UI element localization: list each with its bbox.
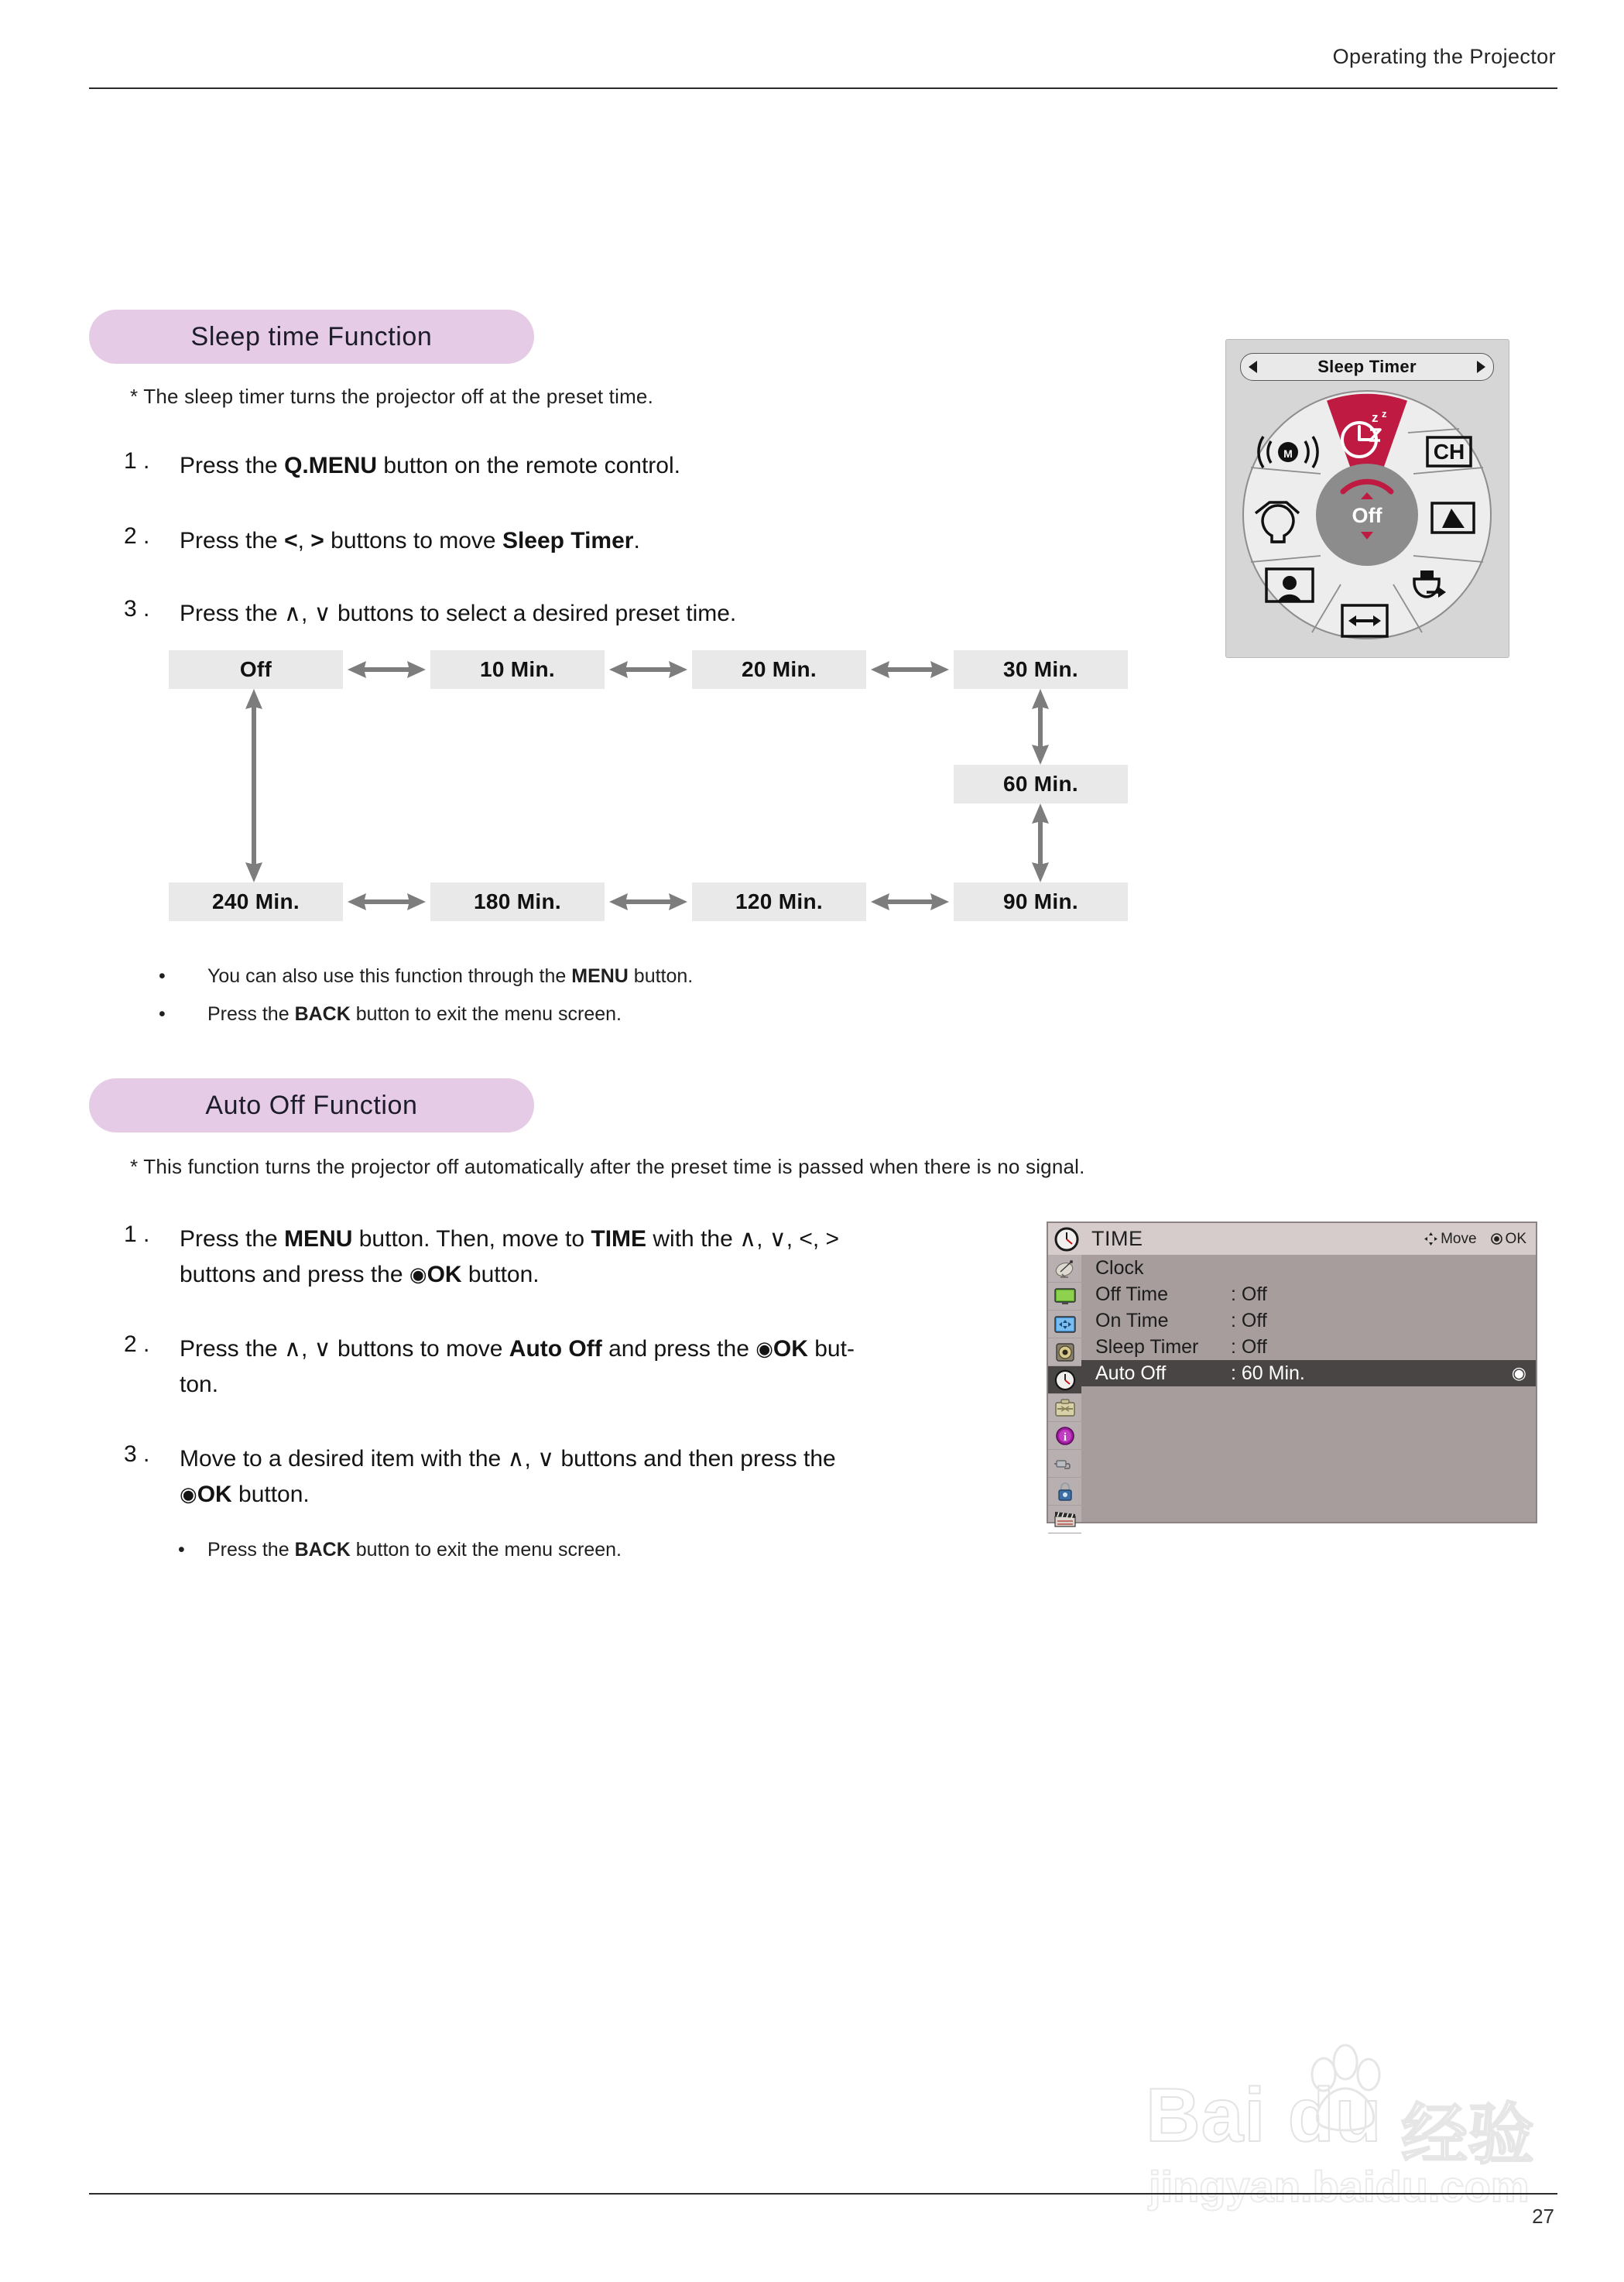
auto-step-2: Press the ∧, ∨ buttons to move Auto Off and press the ◉OK but- ton.: [180, 1336, 855, 1397]
page-number: 27: [1532, 2205, 1554, 2228]
connection-icon: [1054, 1456, 1077, 1472]
flow-node-30min: 30 Min.: [954, 650, 1128, 689]
osd-row-value: : Off: [1231, 1335, 1267, 1358]
sleep-bullet-1: You can also use this function through the MENU button.: [207, 965, 694, 987]
wheel-center-value: Off: [1352, 504, 1382, 527]
flow-arrow-off-10min: [348, 659, 426, 680]
sidebar-icon-time[interactable]: [1048, 1366, 1081, 1394]
remote-wheel-panel: [1225, 339, 1509, 658]
osd-row-off-time[interactable]: [1081, 1281, 1536, 1307]
watermark-cn-label: 经验: [1401, 2098, 1534, 2172]
time-clock-icon: [1054, 1227, 1079, 1252]
satellite-dish-icon: [1054, 1259, 1076, 1278]
osd-row-clock[interactable]: [1081, 1255, 1536, 1281]
osd-row-label: On Time: [1095, 1309, 1169, 1331]
auto-bullet-1: Press the BACK button to exit the menu screen.: [207, 1539, 622, 1561]
baidu-watermark: [1146, 2044, 1548, 2222]
bullet-marker: •: [159, 1003, 166, 1025]
sidebar-icon-info[interactable]: [1048, 1422, 1081, 1450]
flow-node-120min: 120 Min.: [692, 882, 866, 921]
screen-icon: [1054, 1287, 1077, 1306]
sleep-step-2: Press the <, > buttons to move Sleep Timer.: [180, 528, 640, 553]
osd-hint-move-label: Move: [1441, 1230, 1477, 1247]
wheel-title-bar[interactable]: [1240, 353, 1494, 381]
sidebar-icon-audio[interactable]: [1048, 1338, 1081, 1366]
wheel-prev-arrow-icon[interactable]: [1249, 361, 1257, 373]
step-number: 3 .: [124, 1441, 150, 1467]
flow-arrow-10min-20min: [609, 659, 687, 680]
osd-row-sleep-timer[interactable]: [1081, 1334, 1536, 1360]
flow-arrow-240min-180min: [348, 891, 426, 913]
cinema-icon: [1054, 1510, 1077, 1529]
osd-hint-move: [1424, 1231, 1476, 1248]
osd-row-label: Sleep Timer: [1095, 1335, 1199, 1358]
watermark-brand: Bai du: [1146, 2072, 1382, 2157]
time-clock-icon: [1054, 1369, 1076, 1391]
osd-row-on-time[interactable]: [1081, 1307, 1536, 1334]
step-number: 2 .: [124, 1331, 150, 1357]
svg-text:z: z: [1382, 408, 1387, 420]
osd-row-mark: ◉: [1511, 1363, 1526, 1383]
svg-text:z: z: [1372, 410, 1379, 425]
sidebar-icon-satellite-dish[interactable]: [1048, 1255, 1081, 1283]
osd-header: [1048, 1223, 1536, 1255]
ch-icon[interactable]: [1427, 437, 1471, 466]
sleep-section-note: * The sleep timer turns the projector off at the preset time.: [130, 385, 654, 408]
svg-text:M: M: [1283, 447, 1293, 460]
section-heading-label: Sleep time Function: [190, 321, 433, 351]
sidebar-icon-cinema[interactable]: [1048, 1506, 1081, 1533]
option-case-icon: [1054, 1399, 1076, 1417]
ok-icon: [1491, 1233, 1502, 1245]
svg-text:i: i: [1063, 1431, 1067, 1444]
sleep-step-3: Press the ∧, ∨ buttons to select a desired preset time.: [180, 601, 737, 626]
svg-text:CH: CH: [1433, 440, 1465, 464]
watermark-url: jingyan.baidu.com: [1149, 2162, 1530, 2211]
section-heading-auto-off: [89, 1078, 534, 1132]
audio-icon: [1055, 1343, 1075, 1362]
sleep-step-1: Press the Q.MENU button on the remote control.: [180, 453, 680, 478]
flow-node-60min: 60 Min.: [954, 765, 1128, 803]
wheel-title-label: Sleep Timer: [1317, 357, 1417, 376]
flow-arrow-60min-90min: [1030, 803, 1051, 882]
osd-row-value: : 60 Min.: [1231, 1362, 1305, 1384]
flow-arrow-20min-30min: [871, 659, 949, 680]
flow-arrow-30min-60min: [1030, 689, 1051, 765]
step-number: 2 .: [124, 523, 150, 549]
osd-hint-ok: [1491, 1231, 1526, 1248]
flow-arrow-120min-90min: [871, 891, 949, 913]
osd-row-value: : Off: [1231, 1283, 1267, 1305]
info-icon: [1055, 1426, 1075, 1446]
header-divider: [89, 87, 1557, 89]
auto-step-1: Press the MENU button. Then, move to TIME with the ∧, ∨, <, > buttons and press the ◉OK button.: [180, 1226, 840, 1287]
dpad-icon: [1424, 1232, 1437, 1246]
auto-step-3: Move to a desired item with the ∧, ∨ buttons and then press the ◉OK button.: [180, 1446, 836, 1507]
osd-hint-ok-label: OK: [1505, 1230, 1526, 1247]
osd-row-label: Off Time: [1095, 1283, 1169, 1305]
sleep-bullet-2: Press the BACK button to exit the menu screen.: [207, 1003, 622, 1025]
flow-node-90min: 90 Min.: [954, 882, 1128, 921]
page-header-title: Operating the Projector: [1332, 45, 1556, 68]
footer-divider: [89, 2193, 1557, 2195]
bullet-marker: •: [178, 1539, 185, 1561]
osd-row-list: [1081, 1255, 1536, 1522]
sidebar-icon-option[interactable]: [1048, 1394, 1081, 1422]
flow-node-240min: 240 Min.: [169, 882, 343, 921]
quick-menu-wheel[interactable]: [1234, 385, 1501, 648]
section-heading-sleep-time: [89, 310, 534, 364]
osd-time-menu: [1047, 1222, 1537, 1523]
sidebar-icon-lock[interactable]: [1048, 1478, 1081, 1506]
flow-node-20min: 20 Min.: [692, 650, 866, 689]
auto-section-note: * This function turns the projector off automatically after the preset time is passed when there is no signal.: [130, 1155, 1085, 1178]
paw-icon: [1297, 2044, 1389, 2136]
osd-row-auto-off[interactable]: [1081, 1360, 1536, 1386]
flow-arrow-240min-off: [243, 689, 265, 882]
osd-row-label: Clock: [1095, 1256, 1144, 1279]
lock-icon: [1057, 1482, 1074, 1502]
flow-arrow-180min-120min: [609, 891, 687, 913]
wheel-next-arrow-icon[interactable]: [1477, 361, 1485, 373]
step-number: 3 .: [124, 596, 150, 622]
sidebar-icon-picture[interactable]: [1048, 1311, 1081, 1338]
sidebar-icon-screen[interactable]: [1048, 1283, 1081, 1311]
osd-hints: [1424, 1231, 1526, 1248]
step-number: 1 .: [124, 448, 150, 474]
flow-node-10min: 10 Min.: [430, 650, 605, 689]
picture-icon: [1054, 1315, 1077, 1334]
osd-title-label: TIME: [1091, 1227, 1143, 1250]
flow-node-off: Off: [169, 650, 343, 689]
osd-row-value: : Off: [1231, 1309, 1267, 1331]
osd-sidebar: [1048, 1255, 1081, 1522]
flow-node-180min: 180 Min.: [430, 882, 605, 921]
sidebar-icon-connection[interactable]: [1048, 1450, 1081, 1478]
osd-row-label: Auto Off: [1095, 1362, 1167, 1384]
bullet-marker: •: [159, 965, 166, 987]
section-heading-label: Auto Off Function: [205, 1090, 418, 1120]
step-number: 1 .: [124, 1222, 150, 1247]
